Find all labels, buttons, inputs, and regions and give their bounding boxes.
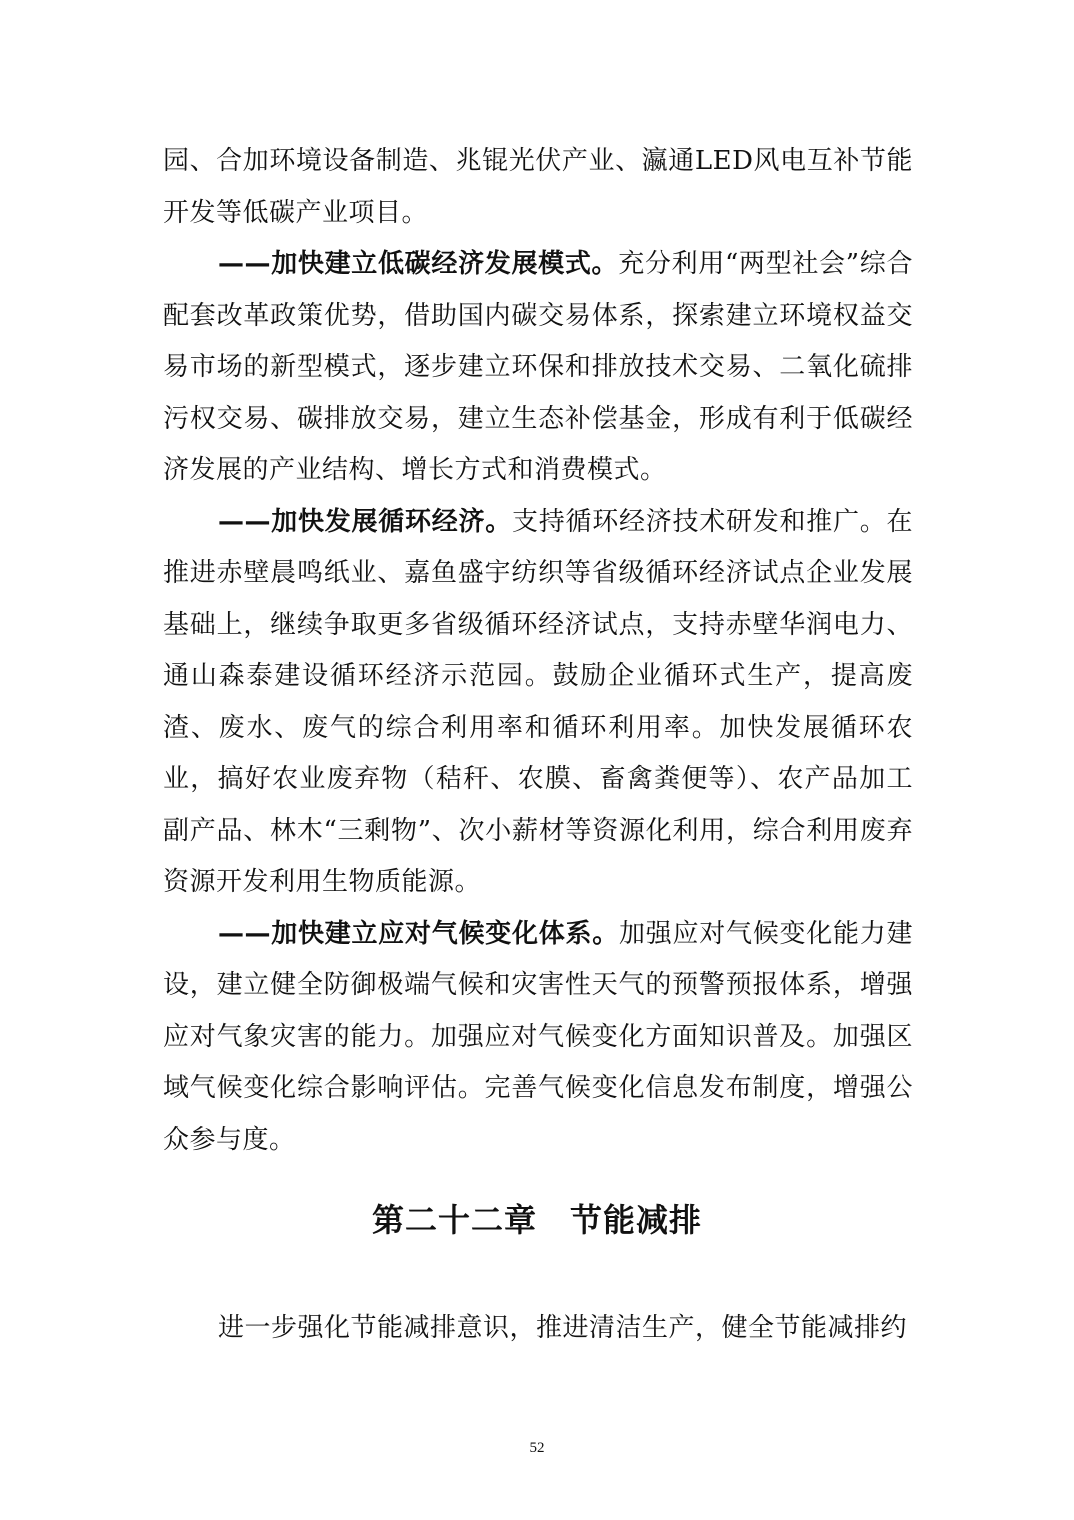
paragraph-lead: ——加快发展循环经济。	[218, 506, 512, 537]
paragraph-text: 充分利用“两型社会”综合配套改革政策优势，借助国内碳交易体系，探索建立环境权益交易市场的新型模式，逐步建立环保和排放技术交易、二氧化硫排污权交易、碳排放交易，建立生态补偿基金，形成有利于低碳经济发展的产业结构、增长方式和消费模式。	[163, 249, 913, 485]
paragraph-circular-economy	[163, 497, 913, 909]
paragraph-lead: ——加快建立低碳经济发展模式。	[218, 249, 619, 279]
chapter-intro-block	[163, 1303, 913, 1355]
paragraph-text: 园、合加环境设备制造、兆锟光伏产业、瀛通LED风电互补节能开发等低碳产业项目。	[163, 146, 913, 228]
paragraph-text: 支持循环经济技术研发和推广。在推进赤壁晨鸣纸业、嘉鱼盛宇纺织等省级循环经济试点企业发展基础上，继续争取更多省级循环经济试点，支持赤壁华润电力、通山森泰建设循环经济示范园。鼓励企业循环式生产，提高废渣、废水、废气的综合利用率和循环利用率。加快发展循环农业，搞好农业废弃物（秸秆、农膜、畜禽粪便等）、农产品加工副产品、林木“三剩物”、次小薪材等资源化利用，综合利用废弃资源开发利用生物质能源。	[163, 506, 913, 897]
paragraph-climate-change	[163, 909, 913, 1167]
chapter-title: 第二十二章 节能减排	[371, 1201, 702, 1239]
chapter-intro-paragraph	[163, 1303, 913, 1355]
page-number: 52	[529, 1440, 545, 1456]
paragraph-continuation	[163, 136, 913, 239]
paragraph-text: 加强应对气候变化能力建设，建立健全防御极端气候和灾害性天气的预警预报体系，增强应对气象灾害的能力。加强应对气候变化方面知识普及。加强区域气候变化综合影响评估。完善气候变化信息发布制度，增强公众参与度。	[163, 918, 913, 1155]
paragraph-text: 进一步强化节能减排意识，推进清洁生产，健全节能减排约	[218, 1313, 908, 1343]
paragraph-low-carbon-model	[163, 239, 913, 497]
body-text-block	[163, 136, 913, 1166]
paragraph-lead: ——加快建立应对气候变化体系。	[218, 918, 619, 949]
